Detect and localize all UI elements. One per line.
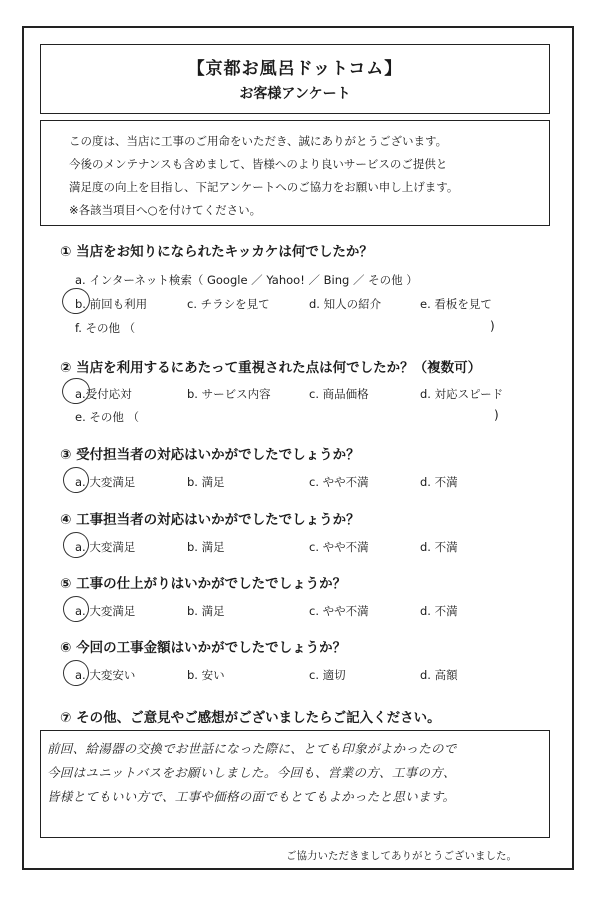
page-title: 【京都お風呂ドットコム】 bbox=[187, 59, 403, 79]
title-box bbox=[40, 44, 550, 114]
intro-box bbox=[40, 120, 550, 226]
q2-option-e[interactable]: e. その他 （ bbox=[75, 410, 140, 424]
question-5-title: ⑤ 工事の仕上がりはいかがでしたでしょうか？ bbox=[60, 576, 347, 592]
q3-option-c[interactable]: c. やや不満 bbox=[309, 475, 369, 489]
q3-option-b[interactable]: b. 満足 bbox=[187, 475, 225, 489]
q1-option-f[interactable]: f. その他 （ bbox=[75, 321, 136, 335]
question-1-title: ① 当店をお知りになられたキッカケは何でしたか？ bbox=[60, 244, 373, 260]
q3-option-d[interactable]: d. 不満 bbox=[420, 475, 458, 489]
comment-line: 今回はユニットバスをお願いしました。今回も、営業の方、工事の方、 bbox=[47, 765, 456, 780]
q1-other-close: ) bbox=[490, 319, 495, 333]
q2-option-a[interactable]: a.受付応対 bbox=[75, 387, 132, 401]
q2-other-close: ) bbox=[494, 408, 499, 422]
question-4-title: ④ 工事担当者の対応はいかがでしたでしょうか？ bbox=[60, 512, 360, 528]
q1-option-d[interactable]: d. 知人の紹介 bbox=[309, 297, 382, 311]
q5-option-b[interactable]: b. 満足 bbox=[187, 604, 225, 618]
intro-line: 満足度の向上を目指し、下記アンケートへのご協力をお願い申し上げます。 bbox=[69, 180, 459, 194]
q5-option-a[interactable]: a. 大変満足 bbox=[75, 604, 136, 618]
page-subtitle: お客様アンケート bbox=[239, 86, 351, 102]
q4-option-c[interactable]: c. やや不満 bbox=[309, 540, 369, 554]
intro-line: この度は、当店に工事のご用命をいただき、誠にありがとうございます。 bbox=[69, 134, 448, 148]
intro-line: 今後のメンテナンスも含めまして、皆様へのより良いサービスのご提供と bbox=[69, 157, 448, 171]
question-6-title: ⑥ 今回の工事金額はいかがでしたでしょうか？ bbox=[60, 640, 347, 656]
intro-line: ※各該当項目へ○を付けてください。 bbox=[69, 203, 262, 217]
q1-option-b[interactable]: b. 前回も利用 bbox=[75, 297, 148, 311]
q2-option-b[interactable]: b. サービス内容 bbox=[187, 387, 271, 401]
q5-option-d[interactable]: d. 不満 bbox=[420, 604, 458, 618]
q4-option-b[interactable]: b. 満足 bbox=[187, 540, 225, 554]
q6-option-d[interactable]: d. 高額 bbox=[420, 668, 458, 682]
q1-option-e[interactable]: e. 看板を見て bbox=[420, 297, 492, 311]
q6-option-a[interactable]: a. 大変安い bbox=[75, 668, 136, 682]
question-2-title: ② 当店を利用するにあたって重視された点は何でしたか？（複数可） bbox=[60, 360, 482, 376]
q1-option-a[interactable]: a. インターネット検索（ Google ／ Yahoo! ／ Bing ／ その他 ） bbox=[75, 273, 418, 287]
footer-thanks: ご協力いただきましてありがとうございました。 bbox=[286, 850, 517, 862]
q6-option-c[interactable]: c. 適切 bbox=[309, 668, 346, 682]
comment-line: 前回、給湯器の交換でお世話になった際に、とても印象がよかったので bbox=[47, 741, 457, 756]
q3-option-a[interactable]: a. 大変満足 bbox=[75, 475, 136, 489]
comment-textarea[interactable] bbox=[40, 730, 550, 838]
q5-option-c[interactable]: c. やや不満 bbox=[309, 604, 369, 618]
q2-option-c[interactable]: c. 商品価格 bbox=[309, 387, 369, 401]
q2-option-d[interactable]: d. 対応スピード bbox=[420, 387, 504, 401]
question-3-title: ③ 受付担当者の対応はいかがでしたでしょうか？ bbox=[60, 447, 360, 463]
q4-option-d[interactable]: d. 不満 bbox=[420, 540, 458, 554]
q6-option-b[interactable]: b. 安い bbox=[187, 668, 225, 682]
q4-option-a[interactable]: a. 大変満足 bbox=[75, 540, 136, 554]
q1-option-c[interactable]: c. チラシを見て bbox=[187, 297, 270, 311]
question-7-title: ⑦ その他、ご意見やご感想がございましたらご記入ください。 bbox=[60, 710, 441, 726]
comment-line: 皆様とてもいい方で、工事や価格の面でもとてもよかったと思います。 bbox=[47, 789, 456, 804]
